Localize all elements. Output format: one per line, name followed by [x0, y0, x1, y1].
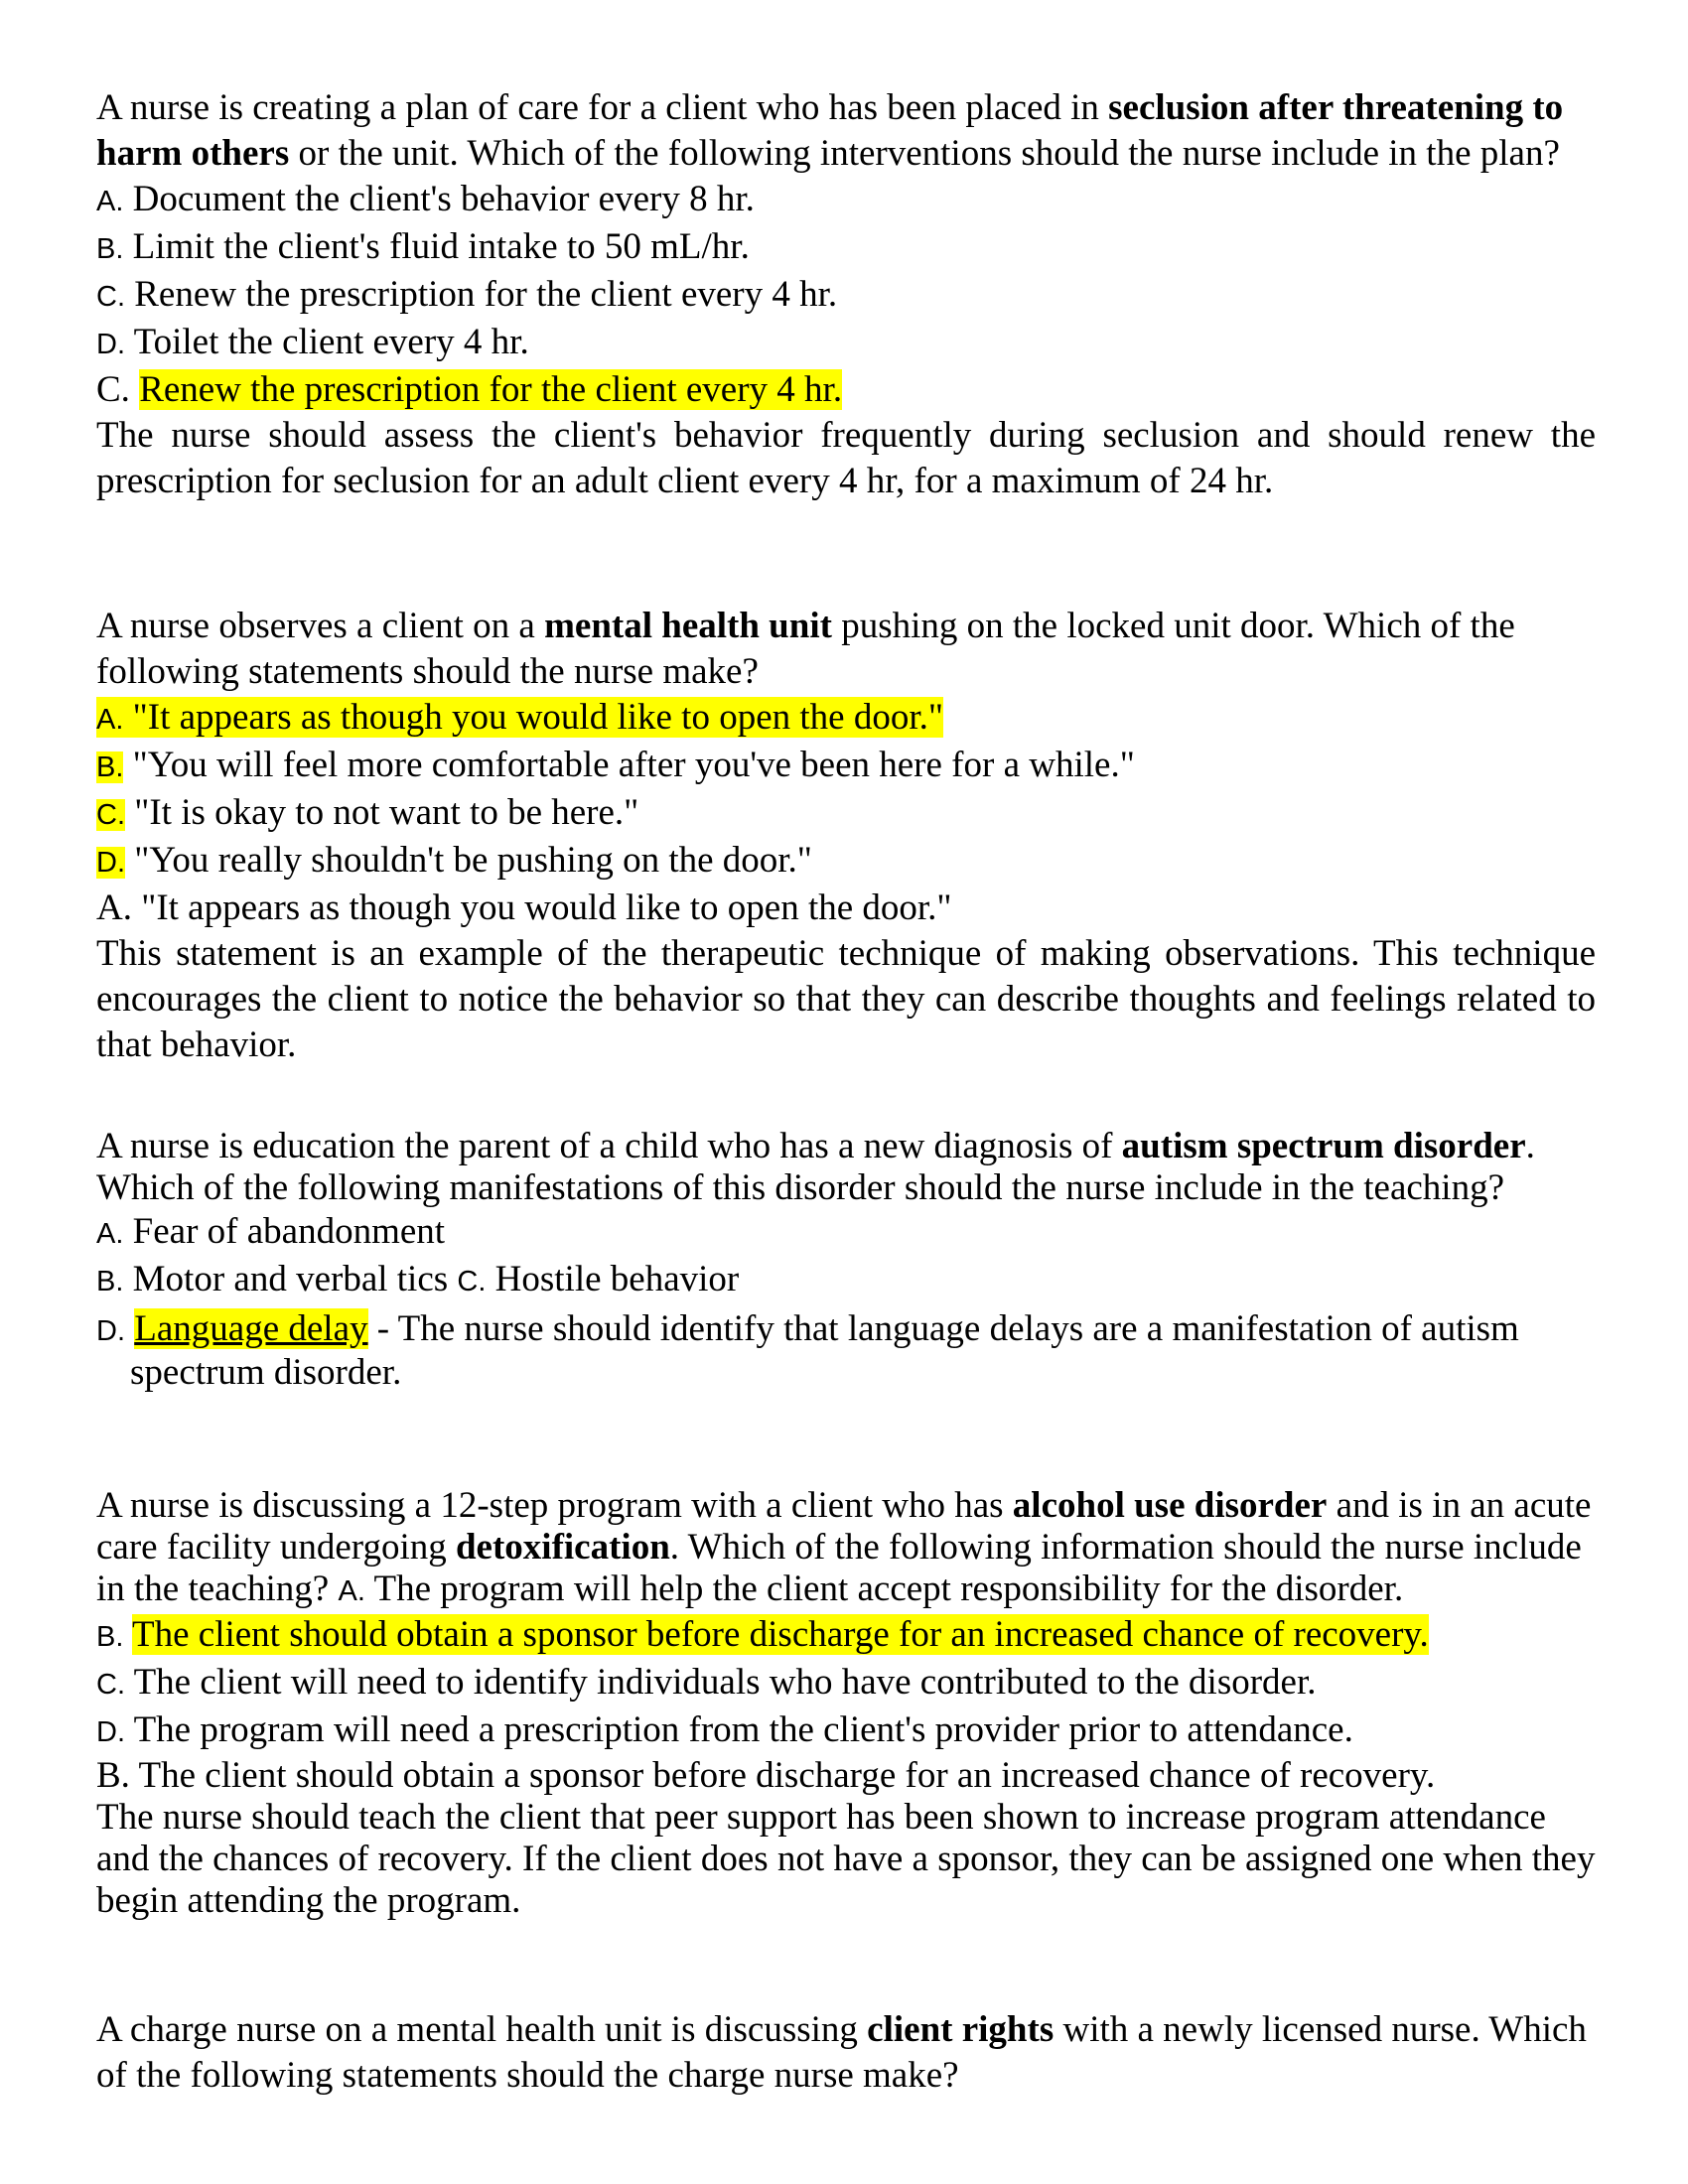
option-a	[96, 695, 1596, 743]
answer: B. The client should obtain a sponsor before discharge for an increased chance of recovery.	[96, 1755, 1436, 1796]
stem-text: A nurse observes a client on a	[96, 606, 545, 646]
option-text: Motor and verbal tics	[123, 1259, 458, 1299]
option-letter: C.	[457, 1266, 487, 1297]
rationale: - The nurse should identify that language delays are a manifestation of autism spectrum disorder.	[130, 1308, 1519, 1393]
question-5-stem	[96, 2007, 1596, 2099]
option-text: Fear of abandonment	[123, 1211, 446, 1252]
question-1	[96, 85, 1596, 504]
question-4	[96, 1485, 1596, 1922]
option-text: The client will need to identify individuals who have contributed to the disorder.	[125, 1662, 1317, 1703]
stem-emphasis: client rights	[867, 2009, 1055, 2050]
stem-text: A nurse is education the parent of a child who has a new diagnosis of	[96, 1126, 1122, 1166]
option-text: "It appears as though you would like to open the door."	[123, 697, 943, 738]
stem-text: with a newly licensed nurse. Which of the following statements should the charge nurse make?	[96, 2009, 1587, 2096]
option-text: Document the client's behavior every 8 hr.	[123, 179, 755, 219]
answer-highlight: Language delay	[134, 1308, 368, 1349]
option-letter: B.	[96, 1266, 124, 1297]
option-letter: D.	[96, 329, 125, 360]
option-letter: C.	[96, 281, 125, 313]
question-4-stem	[96, 1485, 1596, 1612]
stem-emphasis: mental health unit	[544, 606, 832, 646]
answer-and-rationale	[96, 1755, 1596, 1922]
option-c	[96, 790, 1596, 838]
option-d	[96, 838, 1596, 886]
stem-text: and is in an acute care facility undergoing	[96, 1485, 1592, 1568]
question-3	[96, 1126, 1596, 1394]
option-b	[96, 1612, 1596, 1660]
option-text: Toilet the client every 4 hr.	[125, 322, 529, 362]
option-text: "You will feel more comfortable after you've been here for a while."	[123, 745, 1135, 785]
option-letter: A.	[96, 1218, 124, 1250]
option-b	[96, 743, 1596, 790]
option-text: The program will help the client accept responsibility for the disorder.	[364, 1569, 1404, 1609]
stem-text: A charge nurse on a mental health unit is discussing	[96, 2009, 868, 2050]
option-text: Renew the prescription for the client every 4 hr.	[125, 274, 838, 315]
option-letter: A.	[338, 1575, 365, 1607]
option-b	[96, 224, 1596, 272]
option-letter: C.	[96, 799, 125, 831]
option-letter: D.	[96, 1315, 125, 1347]
stem-text: or the unit. Which of the following interventions should the nurse include in the plan?	[289, 133, 1560, 174]
option-letter: B.	[96, 1621, 124, 1653]
option-text: Hostile behavior	[486, 1259, 740, 1299]
option-letter: B.	[96, 751, 124, 783]
answer: A. "It appears as though you would like to open the door."	[96, 887, 952, 928]
option-text: Limit the client's fluid intake to 50 mL/hr.	[123, 226, 750, 267]
stem-emphasis: detoxification	[455, 1527, 670, 1568]
answer-highlight: The client should obtain a sponsor before discharge for an increased chance of recovery.	[132, 1614, 1429, 1655]
rationale: The nurse should teach the client that peer support has been shown to increase program attendance and the chances of recovery. If the client does not have a sponsor, they can be assigned one when they begin attending the program.	[96, 1797, 1596, 1921]
stem-emphasis: seclusion after threatening to harm others	[96, 87, 1564, 174]
stem-text: . Which of the following manifestations of this disorder should the nurse include in the teaching?	[96, 1126, 1535, 1208]
option-text: "You really shouldn't be pushing on the door."	[125, 840, 812, 881]
option-d	[96, 1707, 1596, 1755]
option-letter: B.	[96, 233, 124, 265]
option-letter: A.	[96, 186, 124, 217]
option-text: "It is okay to not want to be here."	[125, 792, 639, 833]
stem-emphasis: autism spectrum disorder	[1121, 1126, 1526, 1166]
stem-text: A nurse is discussing a 12-step program with a client who has	[96, 1485, 1013, 1526]
question-2-stem	[96, 604, 1596, 695]
question-3-stem	[96, 1126, 1596, 1209]
answer-letter: C.	[96, 369, 140, 410]
stem-text: pushing on the locked unit door. Which of the following statements should the nurse make?	[96, 606, 1515, 692]
question-1-stem	[96, 85, 1596, 177]
rationale: The nurse should assess the client's behavior frequently during seclusion and should renew the prescription for seclusion for an adult client every 4 hr, for a maximum of 24 hr.	[96, 415, 1596, 501]
option-c	[96, 272, 1596, 320]
option-letter: A.	[96, 704, 124, 736]
answer	[96, 367, 1596, 413]
option-text: The program will need a prescription from the client's provider prior to attendance.	[125, 1709, 1353, 1750]
answer-highlight: Renew the prescription for the client every 4 hr.	[139, 369, 843, 410]
option-d	[96, 1308, 1596, 1394]
option-d	[96, 320, 1596, 367]
rationale: This statement is an example of the therapeutic technique of making observations. This technique encourages the client to notice the behavior so that they can describe thoughts and feelings related to that behavior.	[96, 933, 1596, 1065]
option-letter: D.	[96, 1716, 125, 1748]
stem-emphasis: alcohol use disorder	[1012, 1485, 1328, 1526]
option-letter: D.	[96, 847, 125, 879]
stem-text: . Which of the following information should the nurse include in the teaching?	[96, 1527, 1582, 1609]
option-a	[96, 1209, 1596, 1257]
option-b-c	[96, 1257, 1596, 1304]
option-a	[96, 177, 1596, 224]
option-letter: C.	[96, 1669, 125, 1701]
stem-text: A nurse is creating a plan of care for a client who has been placed in	[96, 87, 1109, 128]
option-c	[96, 1660, 1596, 1707]
question-2	[96, 604, 1596, 1068]
question-5	[96, 2007, 1596, 2099]
